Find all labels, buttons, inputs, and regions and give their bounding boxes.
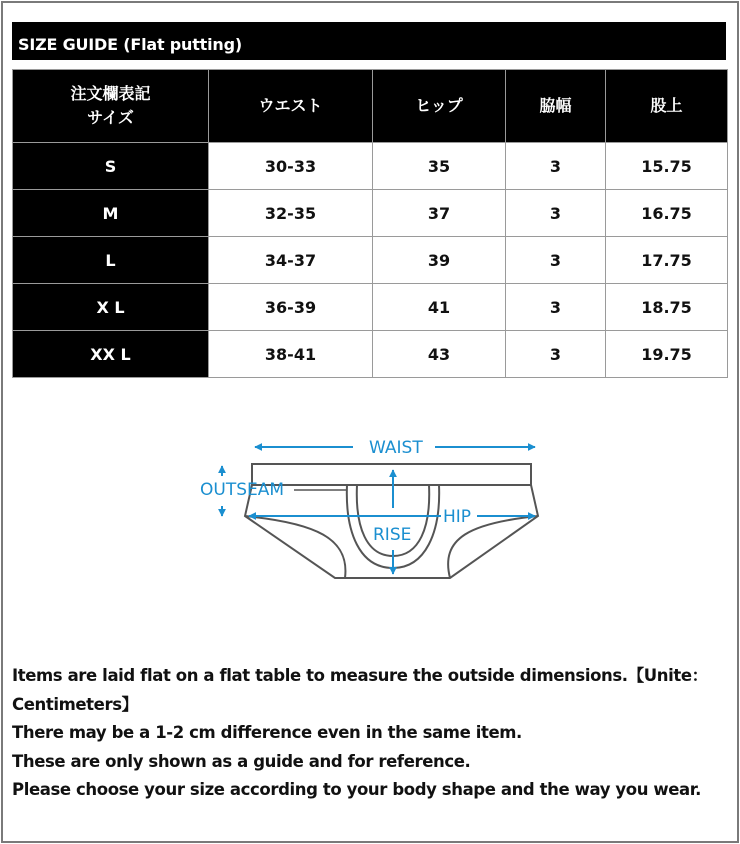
waist-cell: 30-33 [209,143,373,190]
hip-cell: 41 [373,284,506,331]
size-table [12,69,728,378]
header-rise: 股上 [606,70,728,143]
rise-cell: 16.75 [606,190,728,237]
size-cell: S [13,143,209,190]
hip-cell: 37 [373,190,506,237]
size-cell: L [13,237,209,284]
waist-cell: 32-35 [209,190,373,237]
size-guide-title: SIZE GUIDE (Flat putting) [12,22,726,60]
waist-cell: 34-37 [209,237,373,284]
note-choose-size: Please choose your size according to your body shape and the way you wear. [12,780,702,799]
note-measure-method: Items are laid flat on a flat table to measure the outside dimensions.【Unite：Centimeters】 [12,666,708,714]
measurement-diagram [195,428,555,598]
table-row [13,190,728,237]
notes [12,662,727,805]
side-width-cell: 3 [506,237,606,284]
note-reference: These are only shown as a guide and for reference. [12,751,471,771]
rise-cell: 18.75 [606,284,728,331]
side-width-cell: 3 [506,190,606,237]
header-size-line1: 注文欄表記 [70,84,151,103]
header-size [13,70,209,143]
rise-label: RISE [373,525,412,545]
hip-cell: 35 [373,143,506,190]
size-cell: XX L [13,331,209,378]
outseam-label: OUTSEAM [200,480,285,500]
hip-cell: 43 [373,331,506,378]
size-cell: X L [13,284,209,331]
waist-cell: 38-41 [209,331,373,378]
rise-cell: 15.75 [606,143,728,190]
hip-cell: 39 [373,237,506,284]
table-row [13,331,728,378]
waist-label: WAIST [369,438,423,458]
table-row [13,237,728,284]
rise-cell: 17.75 [606,237,728,284]
side-width-cell: 3 [506,331,606,378]
header-waist: ウエスト [209,70,373,143]
header-hip: ヒップ [373,70,506,143]
table-row [13,284,728,331]
table-header-row [13,70,728,143]
header-size-line2: サイズ [87,108,134,127]
side-width-cell: 3 [506,284,606,331]
side-width-cell: 3 [506,143,606,190]
hip-label: HIP [443,507,472,527]
note-difference: There may be a 1-2 cm difference even in the same item. [12,723,522,742]
header-side-width: 脇幅 [506,70,606,143]
rise-cell: 19.75 [606,331,728,378]
size-cell: M [13,190,209,237]
table-row [13,143,728,190]
briefs-diagram-icon [195,428,555,598]
waist-cell: 36-39 [209,284,373,331]
